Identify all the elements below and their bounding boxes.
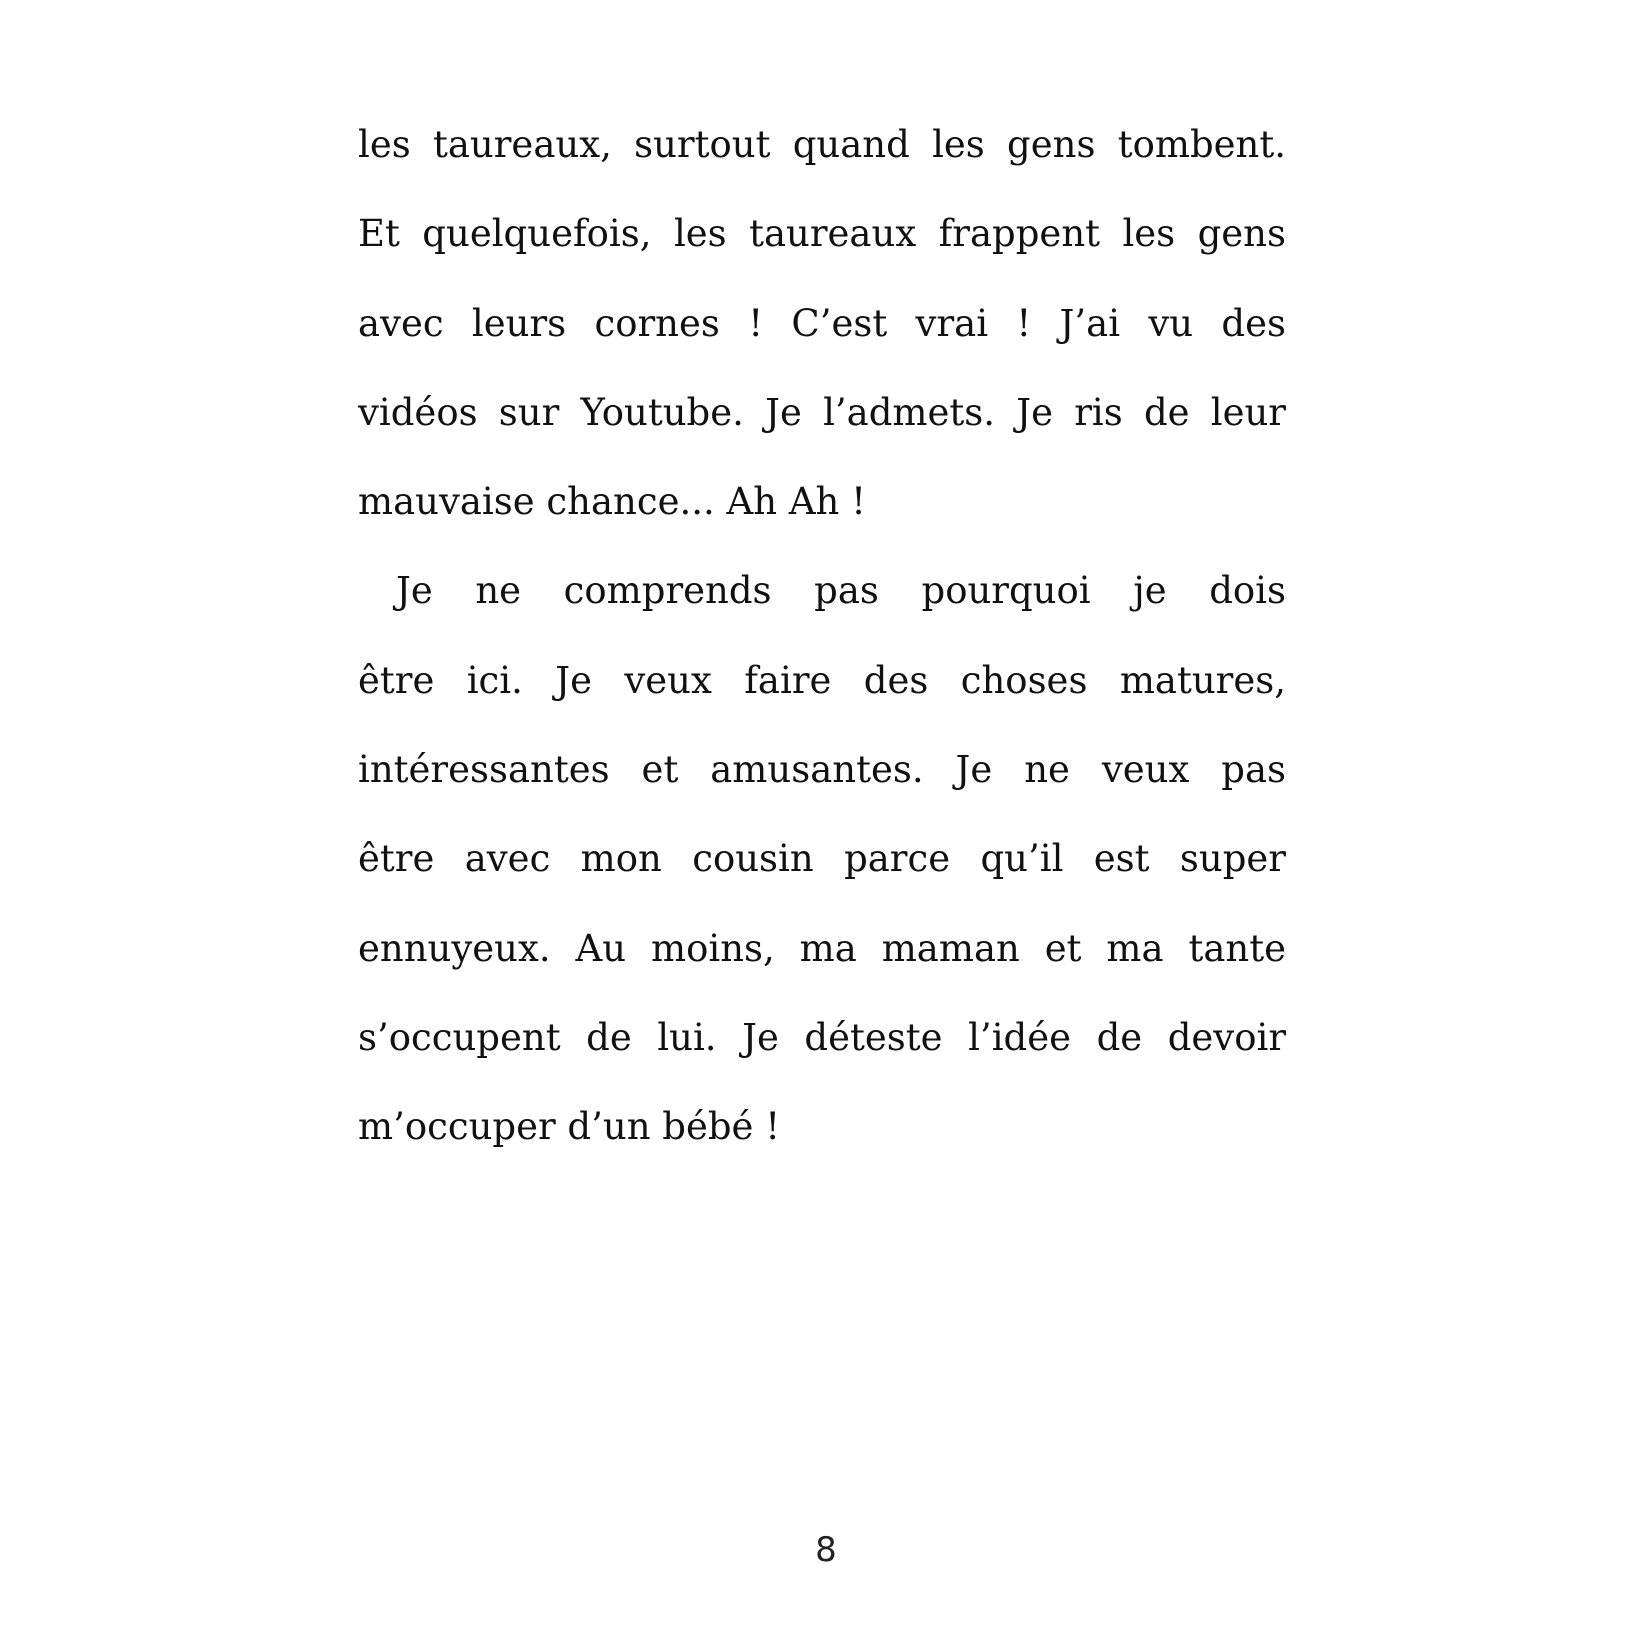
text-line: s’occupent de lui. Je déteste l’idée de devoir — [358, 1015, 1286, 1059]
body-text — [358, 100, 1286, 1172]
page-number: 8 — [815, 1530, 837, 1570]
text-line: être avec mon cousin parce qu’il est super — [358, 837, 1286, 881]
text-line: Et quelquefois, les taureaux frappent les gens — [358, 212, 1286, 256]
text-line: les taureaux, surtout quand les gens tombent. — [358, 123, 1286, 166]
text-line: intéressantes et amusantes. Je ne veux pas — [358, 748, 1286, 792]
text-line: vidéos sur Youtube. Je l’admets. Je ris de leur — [358, 390, 1286, 434]
text-line: ennuyeux. Au moins, ma maman et ma tante — [358, 926, 1286, 970]
text-line: avec leurs cornes ! C’est vrai ! J’ai vu des — [358, 301, 1286, 345]
text-line: être ici. Je veux faire des choses matures, — [358, 658, 1286, 702]
text-line: mauvaise chance... Ah Ah ! — [358, 480, 867, 524]
text-line: Je ne comprends pas pourquoi je dois — [396, 569, 1286, 613]
text-line: m’occuper d’un bébé ! — [358, 1105, 781, 1149]
